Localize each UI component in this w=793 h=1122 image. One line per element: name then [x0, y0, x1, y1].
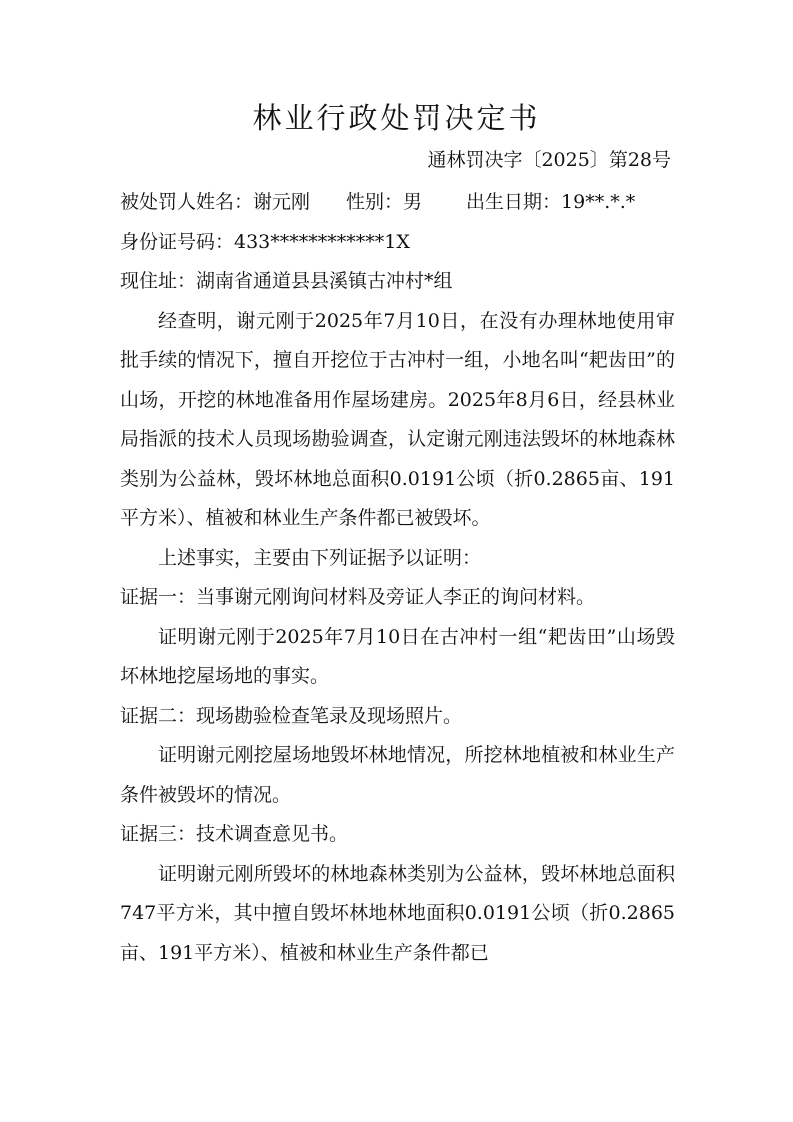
evidence-3-proof: 证明谢元刚所毁坏的林地森林类别为公益林，毁坏林地总面积747平方米，其中擅自毁坏林地林地面积0.0191公顷（折0.2865亩、191平方米）、植被和林业生产条件都已	[120, 862, 675, 964]
document-number: 通林罚决字〔2025〕第28号	[427, 149, 671, 171]
party-birthdate: 出生日期：19**.*.*	[466, 191, 636, 213]
document-body	[120, 183, 675, 973]
evidence-2-heading: 证据二：现场勘验检查笔录及现场照片。	[120, 704, 463, 727]
facts-paragraph: 经查明，谢元刚于2025年7月10日，在没有办理林地使用审批手续的情况下，擅自开挖位于古冲村一组，小地名叫“耙齿田”的山场，开挖的林地准备用作屋场建房。2025年8月6日，经县林业局指派的技术人员现场勘验调查，认定谢元刚违法毁坏的林地森林类别为公益林，毁坏林地总面积0.0191公顷（折0.2865亩、191平方米）、植被和林业生产条件都已被毁坏。	[120, 309, 675, 529]
party-id-number: 身份证号码：433************1X	[120, 230, 410, 253]
evidence-intro: 上述事实，主要由下列证据予以证明：	[158, 546, 482, 569]
party-gender: 性别：男	[346, 191, 423, 213]
party-address: 现住址：湖南省通道县县溪镇古冲村*组	[120, 270, 453, 292]
evidence-3-heading: 证据三：技术调查意见书。	[120, 823, 349, 845]
evidence-1-heading: 证据一：当事谢元刚询问材料及旁证人李正的询问材料。	[120, 586, 596, 608]
party-info-row	[120, 183, 675, 223]
document-title: 林业行政处罚决定书	[252, 101, 541, 135]
evidence-2-proof: 证明谢元刚挖屋场地毁坏林地情况，所挖林地植被和林业生产条件被毁坏的情况。	[120, 744, 675, 806]
evidence-1-proof: 证明谢元刚于2025年7月10日在古冲村一组“耙齿田”山场毁坏林地挖屋场地的事实。	[120, 625, 675, 687]
party-name: 被处罚人姓名：谢元刚	[120, 191, 311, 213]
